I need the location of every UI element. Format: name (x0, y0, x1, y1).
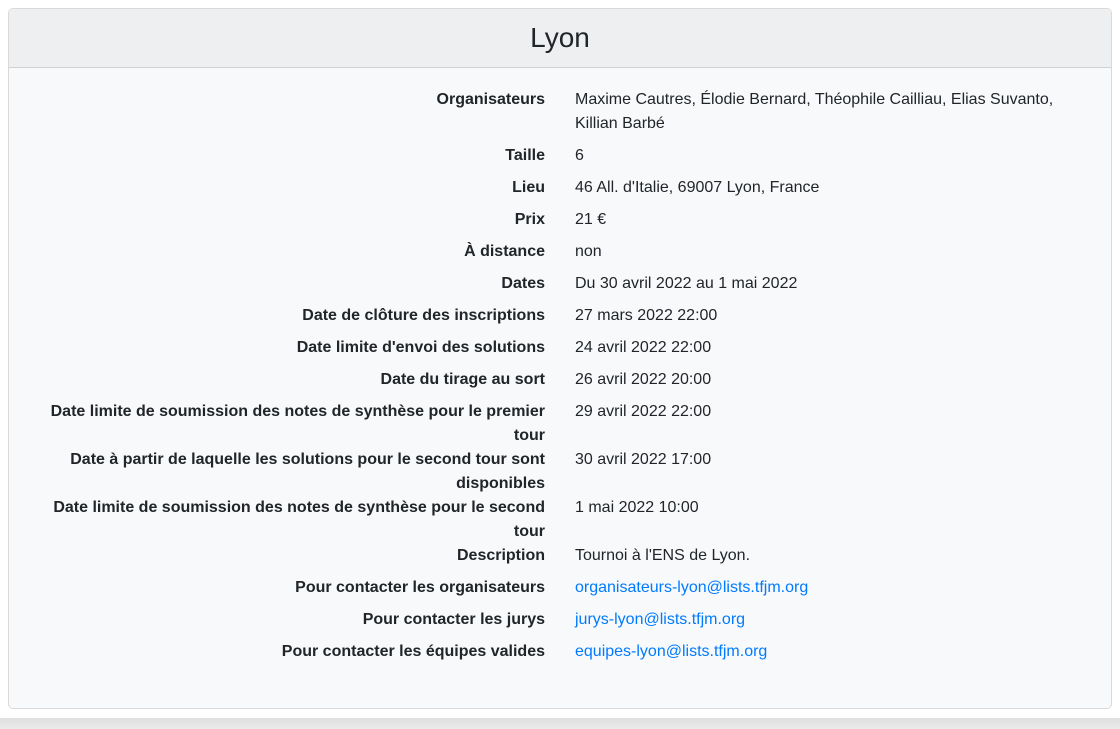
page-title: Lyon (530, 22, 590, 53)
page (0, 8, 1120, 729)
field-value: non (575, 243, 602, 260)
field-value: 24 avril 2022 22:00 (575, 339, 712, 356)
field-label: Date limite de soumission des notes de synthèse pour le premier tour (50, 403, 545, 444)
field-value: Du 30 avril 2022 au 1 mai 2022 (575, 275, 798, 292)
field-label: Date limite d'envoi des solutions (296, 339, 545, 356)
field-label: Date à partir de laquelle les solutions pour le second tour sont disponibles (70, 451, 545, 492)
field-label: Pour contacter les organisateurs (295, 579, 545, 596)
field-label: Dates (501, 275, 545, 292)
field-label: Prix (514, 211, 545, 228)
field-label: Organisateurs (436, 91, 545, 108)
field-value: 46 All. d'Italie, 69007 Lyon, France (575, 179, 820, 196)
field-value: 27 mars 2022 22:00 (575, 307, 718, 324)
field-value (560, 608, 1091, 632)
field-value (560, 640, 1091, 664)
field-label: Date limite de soumission des notes de synthèse pour le second tour (53, 499, 545, 540)
field-value: Tournoi à l'ENS de Lyon. (575, 547, 751, 564)
email-link[interactable]: jurys-lyon@lists.tfjm.org (575, 611, 746, 628)
card-header (9, 9, 1111, 68)
fields-list (29, 88, 1091, 672)
card-body (9, 68, 1111, 708)
field-label: Taille (505, 147, 545, 164)
field-value: 29 avril 2022 22:00 (575, 403, 712, 420)
field-label: Date du tirage au sort (380, 371, 545, 388)
field-value (560, 576, 1091, 600)
field-value: 30 avril 2022 17:00 (575, 451, 712, 468)
page-bottom-strip (0, 718, 1120, 729)
email-link[interactable]: organisateurs-lyon@lists.tfjm.org (575, 579, 809, 596)
email-link[interactable]: equipes-lyon@lists.tfjm.org (575, 643, 768, 660)
field-label: Pour contacter les jurys (362, 611, 545, 628)
field-label: Lieu (512, 179, 545, 196)
field-value: 6 (575, 147, 584, 164)
field-label: À distance (464, 243, 545, 260)
field-label: Description (456, 547, 545, 564)
field-value: 1 mai 2022 10:00 (575, 499, 699, 516)
tournament-card (8, 8, 1112, 709)
field-label: Pour contacter les équipes valides (281, 643, 545, 660)
field-value: 21 € (575, 211, 607, 228)
field-value: Maxime Cautres, Élodie Bernard, Théophile Cailliau, Elias Suvanto, Killian Barbé (575, 91, 1054, 132)
field-value: 26 avril 2022 20:00 (575, 371, 712, 388)
field-label: Date de clôture des inscriptions (302, 307, 545, 324)
